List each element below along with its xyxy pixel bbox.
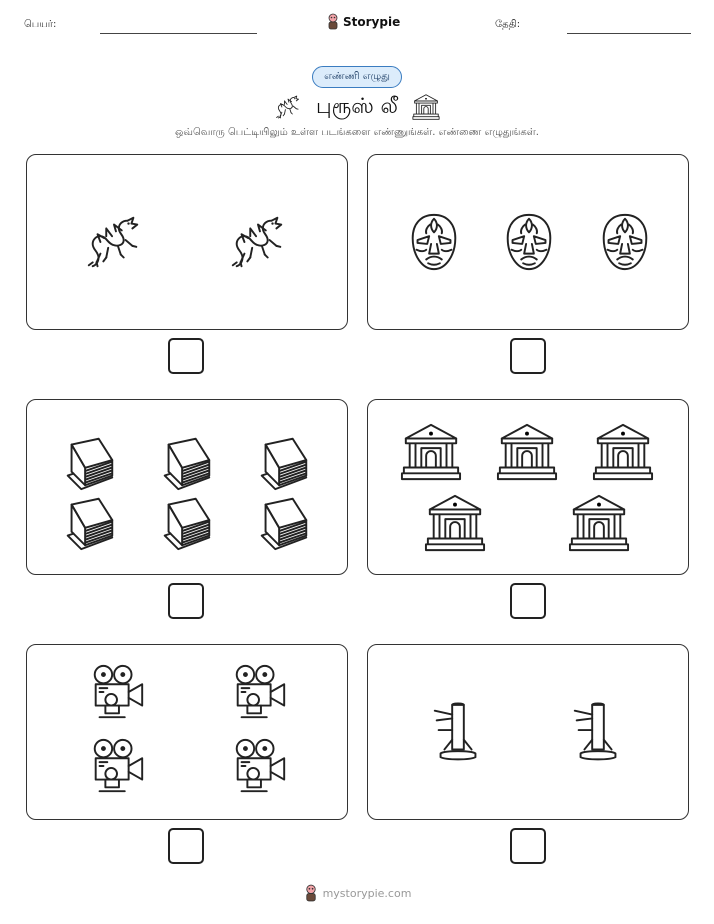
opera-mask-icon [594, 211, 656, 273]
museum-icon [592, 421, 654, 483]
answer-box-4[interactable] [510, 583, 546, 619]
date-line[interactable] [567, 33, 691, 34]
book-icon [252, 431, 314, 493]
wooden-dummy-icon [567, 701, 629, 763]
movie-camera-icon [228, 735, 290, 797]
count-box-1 [26, 154, 348, 330]
title-dragon-icon [274, 93, 302, 121]
answer-box-1[interactable] [168, 338, 204, 374]
museum-icon [400, 421, 462, 483]
name-label: பெயர்: [24, 19, 57, 30]
opera-mask-icon [498, 211, 560, 273]
page-title: புரூஸ் லீ [315, 93, 398, 118]
footer [0, 884, 714, 902]
answer-box-6[interactable] [510, 828, 546, 864]
title-row [0, 90, 714, 124]
count-box-6 [367, 644, 689, 820]
museum-icon [568, 492, 630, 554]
answer-box-3[interactable] [168, 583, 204, 619]
book-icon [155, 491, 217, 553]
museum-icon [496, 421, 558, 483]
wooden-dummy-icon [427, 701, 489, 763]
dragon-icon [227, 211, 289, 273]
count-box-5 [26, 644, 348, 820]
book-icon [252, 491, 314, 553]
dragon-icon [83, 211, 145, 273]
museum-icon [424, 492, 486, 554]
footer-mascot-icon [303, 884, 319, 902]
footer-url[interactable]: mystorypie.com [322, 886, 412, 900]
date-label: தேதி: [495, 19, 521, 30]
book-icon [155, 431, 217, 493]
movie-camera-icon [86, 735, 148, 797]
instructions: ஒவ்வொரு பெட்டியிலும் உள்ள படங்களை எண்ணுங்கள். எண்ணை எழுதுங்கள். [175, 127, 539, 138]
brand-logo [326, 13, 400, 30]
storypie-mascot-icon [326, 13, 340, 30]
book-icon [58, 491, 120, 553]
answer-box-2[interactable] [510, 338, 546, 374]
activity-badge: எண்ணி எழுது [312, 66, 402, 88]
answer-box-5[interactable] [168, 828, 204, 864]
movie-camera-icon [228, 661, 290, 723]
opera-mask-icon [403, 211, 465, 273]
brand-name: Storypie [343, 14, 401, 29]
title-museum-icon [412, 93, 440, 121]
book-icon [58, 431, 120, 493]
name-line[interactable] [100, 33, 257, 34]
movie-camera-icon [86, 661, 148, 723]
